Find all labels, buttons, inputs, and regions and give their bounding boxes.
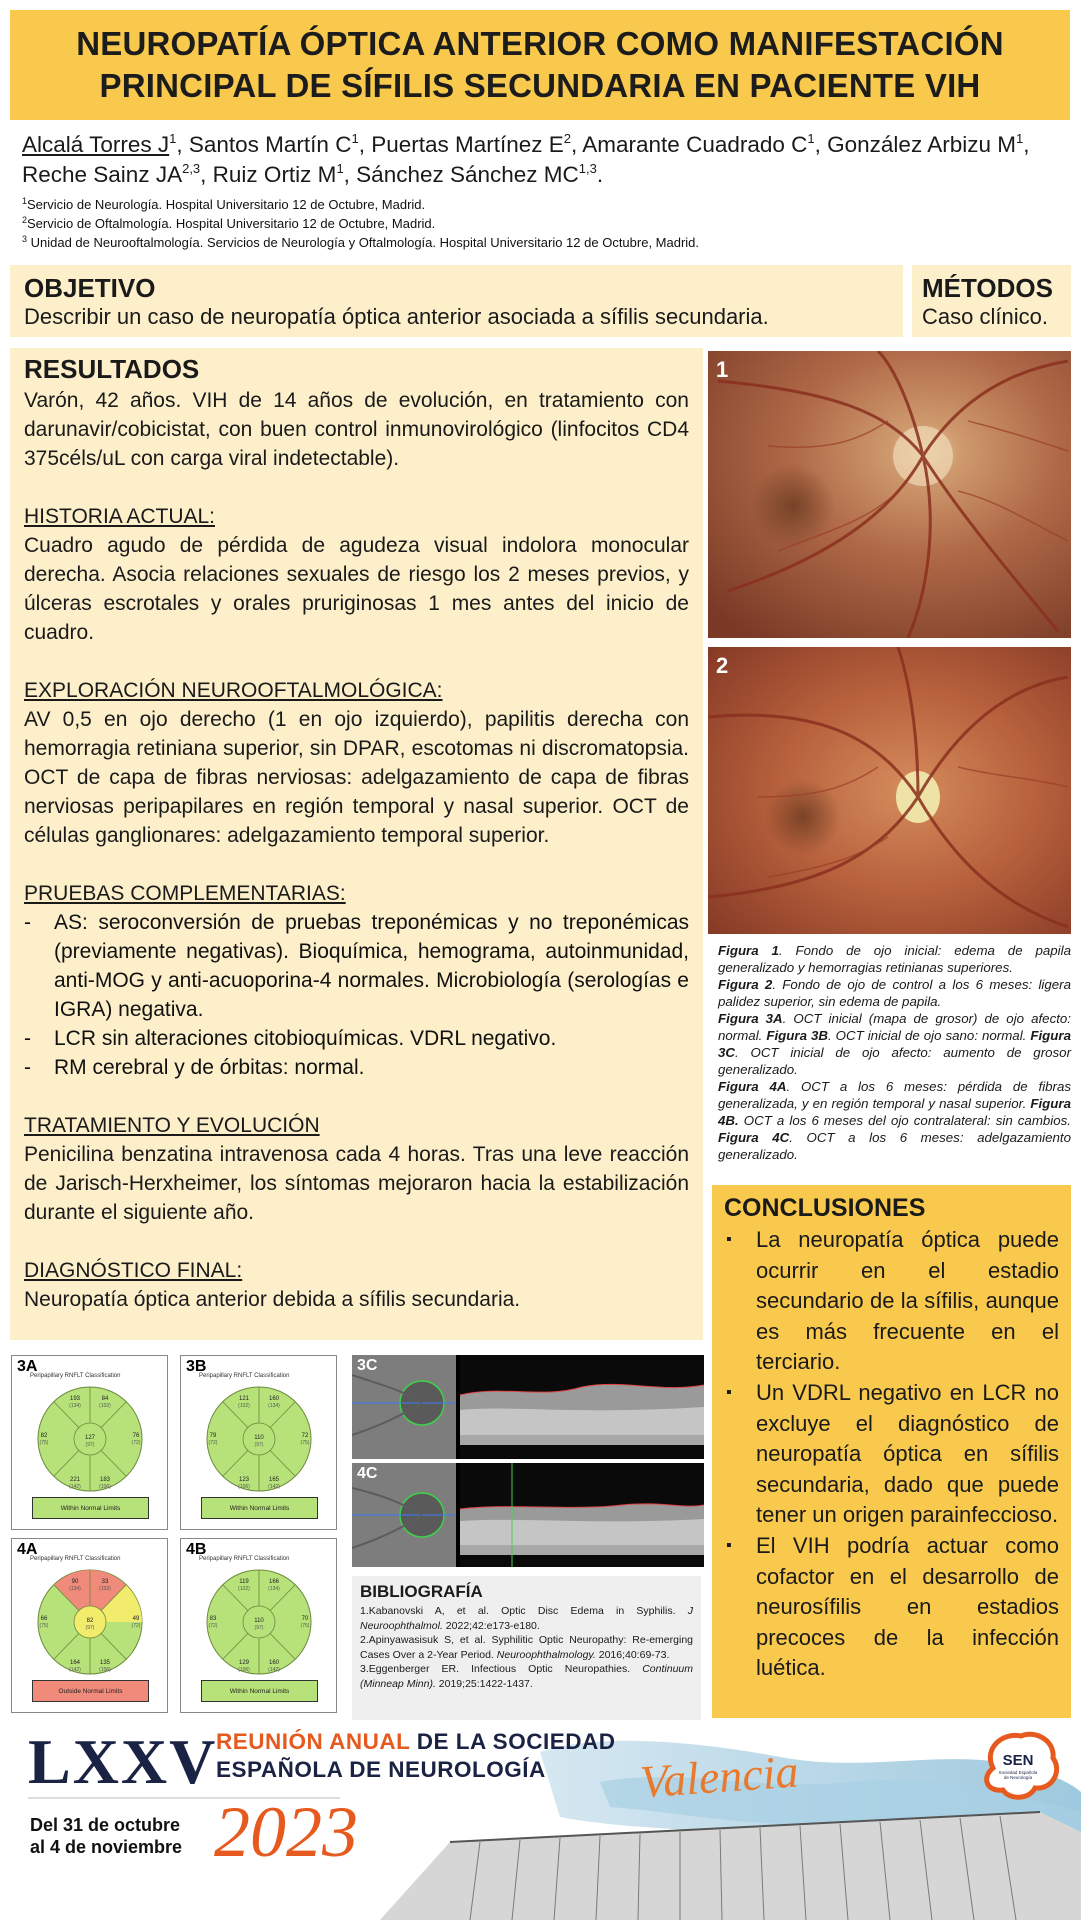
rnfl-ti-normal: (142) — [268, 1667, 280, 1673]
logo-subtext: Sociedad Española — [998, 1770, 1038, 1775]
rnfl-ns-normal: (102) — [99, 1586, 111, 1592]
author-affiliation-mark: 1 — [169, 131, 177, 146]
panel-title: Peripapillary RNFLT Classification — [199, 1373, 290, 1379]
figure-number: 2 — [716, 653, 729, 678]
conclusiones-list — [724, 1225, 1059, 1684]
oct-scan-image-3c — [352, 1355, 704, 1459]
oct-scan-3c — [352, 1355, 704, 1459]
rnfl-g-value: 110 — [254, 1618, 264, 1624]
author-name: , Amarante Cuadrado C — [571, 132, 808, 157]
rnfl-ts-value: 193 — [69, 1396, 81, 1402]
rnfl-t-normal: (75) — [300, 1623, 310, 1629]
rnfl-n-normal: (72) — [131, 1623, 141, 1629]
congress-roman-numeral: LXXV — [28, 1726, 218, 1797]
classification-status: Within Normal Limits — [201, 1680, 318, 1702]
title-banner — [10, 10, 1070, 120]
affiliation-3: $^3$ Unidad de Neurooftalmología. Servicios de Neurología y Oftalmología. Hospital Universitario 12 de Octubre, Madrid. — [22, 234, 700, 250]
list-item: - LCR sin alteraciones citobioquímicas. VDRL negativo. — [24, 1027, 557, 1050]
rnfl-n-normal: (72) — [208, 1623, 218, 1629]
rnfl-g-value: 127 — [84, 1435, 96, 1441]
rnfl-ns-value: 121 — [238, 1396, 250, 1402]
classification-status: Within Normal Limits — [201, 1497, 318, 1519]
pruebas-list — [24, 908, 689, 1082]
rnfl-t-value: 66 — [40, 1616, 48, 1622]
congress-name: REUNIÓN ANUAL DE LA SOCIEDAD ESPAÑOLA DE NEUROLOGÍA — [216, 1729, 616, 1782]
bibliografia-heading: BIBLIOGRAFÍA — [360, 1582, 483, 1601]
author-name: , Sánchez Sánchez MC — [343, 162, 579, 187]
rnfl-ni-normal: (106) — [99, 1484, 111, 1490]
rnfl-ts-value: 166 — [268, 1579, 280, 1585]
city-name: Valencia — [638, 1745, 800, 1808]
panel-label: 3C — [357, 1357, 378, 1374]
brain-icon — [973, 1728, 1063, 1808]
exploracion-heading: EXPLORACIÓN NEUROOFTALMOLÓGICA: — [24, 679, 443, 702]
author-affiliation-mark: 1,3 — [578, 161, 597, 176]
rnfl-ni-value: 123 — [238, 1477, 250, 1483]
objetivo-text: Describir un caso de neuropatía óptica anterior asociada a sífilis secundaria. — [24, 304, 769, 329]
classification-status: Within Normal Limits — [32, 1497, 149, 1519]
rnfl-ns-value: 33 — [101, 1579, 109, 1585]
rnfl-ti-value: 165 — [268, 1477, 280, 1483]
poster-title-line-1: NEUROPATÍA ÓPTICA ANTERIOR COMO MANIFESTACIÓN — [76, 25, 1004, 62]
oct-panel-3b — [180, 1355, 337, 1530]
panel-title: Peripapillary RNFLT Classification — [30, 1373, 121, 1379]
author-name: , Reche Sainz JA — [22, 132, 1030, 187]
rnfl-ts-normal: (134) — [69, 1403, 81, 1409]
rnfl-ts-value: 90 — [71, 1579, 79, 1585]
affiliation-1: $^1$Servicio de Neurología. Hospital Universitario 12 de Octubre, Madrid. — [22, 196, 426, 212]
rnfl-n-normal: (72) — [131, 1440, 141, 1446]
bullet-icon: ▪ — [726, 1383, 732, 1401]
rnfl-ti-normal: (142) — [69, 1667, 81, 1673]
rnfl-g-value: 82 — [86, 1618, 94, 1624]
panel-title: Peripapillary RNFLT Classification — [199, 1556, 290, 1562]
fundus-photo-1 — [708, 351, 1071, 638]
historia-heading: HISTORIA ACTUAL: — [24, 505, 215, 528]
conclusiones-section — [712, 1185, 1071, 1718]
diagnostico-text: Neuropatía óptica anterior debida a sífilis secundaria. — [24, 1288, 521, 1311]
rnfl-ts-normal: (134) — [69, 1586, 81, 1592]
logo-subtext: de Neurología — [1003, 1775, 1033, 1780]
rnfl-ns-normal: (102) — [99, 1403, 111, 1409]
rnfl-g-value: 110 — [254, 1435, 264, 1441]
list-item: - RM cerebral y de órbitas: normal. — [24, 1056, 365, 1079]
rnfl-ts-value: 160 — [268, 1396, 280, 1402]
conclusiones-heading: CONCLUSIONES — [724, 1194, 926, 1222]
resultados-heading: RESULTADOS — [24, 354, 200, 384]
panel-title: Peripapillary RNFLT Classification — [30, 1556, 121, 1562]
panel-label: 3A — [17, 1358, 38, 1375]
figure-number: 1 — [716, 357, 729, 382]
fundus-photo-2 — [708, 647, 1071, 934]
author-affiliation-mark: 1 — [1015, 131, 1024, 146]
historia-text: Cuadro agudo de pérdida de agudeza visual indolora monocular derecha. Asocia relaciones sexuales de riesgo los 2 meses previos, y úlceras escrotales y orales pruriginosas 1 mes antes del inicio de cuadro. — [24, 534, 689, 644]
bullet-icon: ▪ — [726, 1536, 732, 1554]
metodos-text: Caso clínico. — [922, 304, 1048, 329]
rnfl-g-normal: (97) — [85, 1625, 95, 1631]
author-affiliation-mark: 2,3 — [182, 161, 201, 176]
oct-panel-3a — [11, 1355, 168, 1530]
list-item: ▪ Un VDRL negativo en LCR no excluye el diagnóstico de neuropatía óptica en sífilis secundaria, dado que puede tener un origen parainfeccioso. — [726, 1379, 1059, 1528]
oct-scan-image-4c — [352, 1463, 704, 1567]
bullet-icon: ▪ — [726, 1231, 732, 1248]
author-name: , Puertas Martínez E — [358, 132, 564, 157]
exploracion-text: AV 0,5 en ojo derecho (1 en ojo izquierdo), papilitis derecha con hemorragia retiniana superior, sin DPAR, escotomas ni discromatopsia. OCT de capa de fibras nerviosas: adelgazamiento de capa de fibras nerviosas peripapilares en región temporal y nasal superior. OCT de células ganglionares: adelgazamiento temporal superior. — [24, 708, 689, 847]
metodos-section — [912, 265, 1071, 337]
resultados-section — [10, 348, 703, 1340]
diagnostico-heading: DIAGNÓSTICO FINAL: — [24, 1259, 243, 1282]
classification-status: Outside Normal Limits — [32, 1680, 149, 1702]
author-affiliation-mark: 2 — [563, 131, 572, 146]
rnfl-ns-value: 119 — [239, 1579, 249, 1585]
rnfl-ns-value: 84 — [101, 1396, 109, 1402]
rnfl-ti-value: 160 — [268, 1660, 280, 1666]
rnfl-n-value: 49 — [132, 1616, 140, 1622]
resultados-intro: Varón, 42 años. VIH de 14 años de evolución, en tratamiento con darunavir/cobicistat, con buen control inmunovirológico (linfocitos CD4 375céls/uL con carga viral indetectable). — [24, 389, 689, 470]
rnfl-ni-normal: (106) — [238, 1667, 250, 1673]
rnfl-ti-value: 164 — [69, 1660, 81, 1666]
reference-item: 3.Eggenberger ER. Infectious Optic Neuropathies. Continuum (Minneap Minn). 2019;25:1422-1437. — [360, 1663, 693, 1690]
bibliografia-section — [352, 1576, 701, 1720]
rnfl-ti-value: 221 — [69, 1477, 81, 1483]
rnfl-ns-normal: (102) — [238, 1403, 250, 1409]
rnfl-g-normal: (97) — [254, 1625, 264, 1631]
rnfl-g-normal: (97) — [85, 1442, 95, 1448]
panel-label: 3B — [186, 1358, 207, 1375]
rnfl-t-normal: (75) — [39, 1440, 49, 1446]
list-item: - AS: seroconversión de pruebas treponémicas y no treponémicas (previamente negativas). Bioquímica, hemograma, autoinmunidad, anti-MOG y anti-acuoporina-4 normales. Microbiología (serologías e IGRA) negativa. — [24, 911, 689, 1021]
author-name: , González Arbizu M — [814, 132, 1016, 157]
rnfl-t-value: 82 — [40, 1433, 48, 1439]
tratamiento-text: Penicilina benzatina intravenosa cada 4 horas. Tras una leve reacción de Jarisch-Herxheimer, los síntomas mejoraron hacia la estabilización durante el siguiente año. — [24, 1143, 689, 1224]
rnfl-ns-normal: (102) — [238, 1586, 250, 1592]
congress-year: 2023 — [214, 1792, 358, 1872]
rnfl-t-normal: (75) — [300, 1440, 310, 1446]
rnfl-ti-normal: (142) — [69, 1484, 81, 1490]
rnfl-pie-4b — [199, 1567, 319, 1677]
rnfl-pie-3a — [30, 1384, 150, 1494]
rnfl-pie-3b — [199, 1384, 319, 1494]
rnfl-n-value: 83 — [209, 1616, 217, 1622]
affiliation-2: $^2$Servicio de Oftalmología. Hospital Universitario 12 de Octubre, Madrid. — [22, 215, 436, 231]
list-item: ▪ El VIH podría actuar como cofactor en el desarrollo de neurosífilis en estadios precoces de la infección luética. — [726, 1532, 1059, 1681]
objetivo-heading: OBJETIVO — [24, 273, 156, 303]
tratamiento-heading: TRATAMIENTO Y EVOLUCIÓN — [24, 1114, 320, 1137]
logo-text: SEN — [1002, 1752, 1034, 1769]
reference-item: 1.Kabanovski A, et al. Optic Disc Edema in Syphilis. J Neuroophthalmol. 2022;42:e173-e180. — [360, 1605, 693, 1632]
panel-label: 4B — [186, 1541, 207, 1558]
oct-panel-4a — [11, 1538, 168, 1713]
rnfl-t-value: 72 — [301, 1433, 309, 1439]
author-name: , Santos Martín C — [176, 132, 352, 157]
rnfl-ts-normal: (134) — [268, 1586, 280, 1592]
rnfl-ni-value: 183 — [99, 1477, 111, 1483]
rnfl-n-value: 79 — [209, 1433, 217, 1439]
fundus-image-2 — [708, 647, 1071, 934]
oct-panel-4b — [180, 1538, 337, 1713]
rnfl-pie-4a — [30, 1567, 150, 1677]
congress-dates: Del 31 de octubre al 4 de noviembre — [30, 1815, 183, 1857]
figure-captions: Figura 1. Fondo de ojo inicial: edema de papila generalizado y hemorragias retinianas superiores. Figura 2. Fondo de ojo de control a los 6 meses: ligera palidez superior, sin edema de papila. Figura 3A. OCT inicial (mapa de grosor) de ojo afecto: normal. Figura 3B. OCT inicial de ojo sano: normal. Figura 3C. OCT inicial de ojo afecto: aumento de grosor generalizado. Figura 4A. OCT a los 6 meses: pérdida de fibras generalizada, y en región temporal y nasal superior. Figura 4B. OCT a los 6 meses del ojo contralateral: sin cambios. Figura 4C. OCT a los 6 meses: adelgazamiento generalizado. — [718, 943, 1072, 1162]
rnfl-n-normal: (72) — [208, 1440, 218, 1446]
rnfl-t-value: 70 — [301, 1616, 309, 1622]
reference-item: 2.Apinyawasisuk S, et al. Syphilitic Optic Neuropathy: Re-emerging Cases Over a 2-Year Period. Neuroophthalmology. 2016;40:69-73. — [360, 1634, 693, 1661]
rnfl-t-normal: (75) — [39, 1623, 49, 1629]
oct-scan-4c — [352, 1463, 704, 1567]
pruebas-heading: PRUEBAS COMPLEMENTARIAS: — [24, 882, 346, 905]
objetivo-section — [10, 265, 903, 337]
rnfl-ni-normal: (106) — [99, 1667, 111, 1673]
sen-logo — [973, 1728, 1063, 1808]
author-affiliation-mark: 1 — [351, 131, 359, 146]
author-affiliation-mark: 1 — [336, 161, 344, 176]
rnfl-ni-normal: (106) — [238, 1484, 250, 1490]
rnfl-n-value: 76 — [132, 1433, 140, 1439]
rnfl-g-normal: (97) — [254, 1442, 264, 1448]
author-affiliation-mark: 1 — [807, 131, 815, 146]
panel-label: 4C — [357, 1465, 378, 1482]
author-list: Alcalá Torres $J^1$, Santos Martín $C^1$, Puertas Martínez $E^2$, Amarante Cuadrado $C^1$, González Arbizu $M^1$, Reche Sainz JA$^{2,3}$, Ruiz Ortiz $M^1$, Sánchez Sánchez MC$^{1,3}$. — [22, 131, 1030, 187]
metodos-heading: MÉTODOS — [922, 273, 1053, 303]
rnfl-ni-value: 135 — [99, 1660, 111, 1666]
rnfl-ni-value: 129 — [238, 1660, 250, 1666]
poster-title-line-2: PRINCIPAL DE SÍFILIS SECUNDARIA EN PACIENTE VIH — [99, 67, 981, 104]
fundus-image-1 — [708, 351, 1071, 638]
author-name: , Ruiz Ortiz M — [200, 162, 337, 187]
presenting-author: Alcalá Torres J — [22, 132, 170, 157]
rnfl-ti-normal: (142) — [268, 1484, 280, 1490]
rnfl-ts-normal: (134) — [268, 1403, 280, 1409]
list-item: ▪ La neuropatía óptica puede ocurrir en el estadio secundario de la sífilis, aunque es más frecuente en el terciario. — [726, 1227, 1059, 1375]
panel-label: 4A — [17, 1541, 38, 1558]
